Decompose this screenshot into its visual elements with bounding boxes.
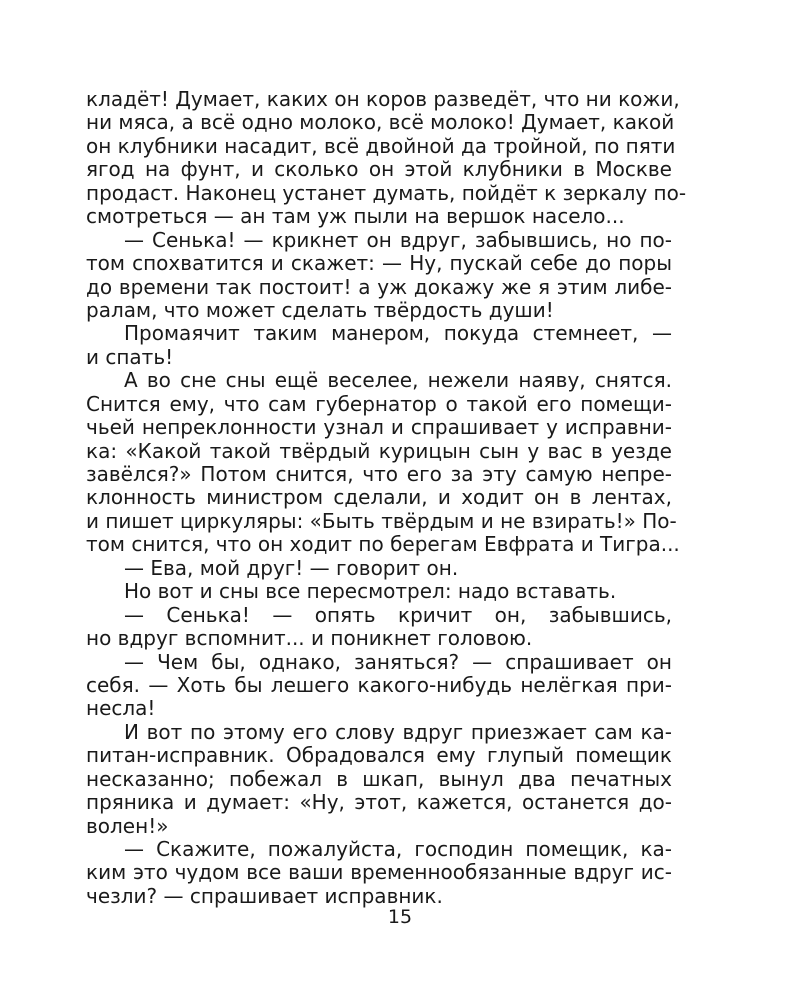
text-line: продаст. Наконец устанет думать, пойдёт к зеркалу по- (86, 180, 687, 205)
text-line: и пишет циркуляры: «Быть твёрдым и не взирать!» По- (86, 508, 677, 533)
text-line: клонность министром сделали, и ходит он в лентах, (86, 485, 672, 510)
text-line: несла! (86, 696, 156, 721)
text-line: себя. — Хоть бы лешего какого-нибудь нелёгкая при- (86, 672, 672, 697)
page-number: 15 (387, 906, 413, 928)
text-line: пряника и думает: «Ну, этот, кажется, останется до- (86, 790, 672, 815)
text-line: чезли? — спрашивает исправник. (86, 883, 443, 908)
text-line: завёлся?» Потом снится, что его за эту самую непре- (86, 462, 672, 486)
text-line: А во сне сны ещё веселее, нежели наяву, снятся. (124, 368, 672, 393)
text-line: питан-исправник. Обрадовался ему глупый помещик (86, 743, 672, 768)
text-line: ни мяса, а всё одно молоко, всё молоко! Думает, какой (86, 110, 675, 135)
text-line: Промаячит таким манером, покуда стемнеет, — (124, 321, 672, 346)
text-line: он клубники насадит, всё двойной да тройной, по пяти (86, 133, 676, 158)
body-text (86, 87, 687, 908)
text-line: волен!» (86, 813, 169, 838)
text-line: до времени так постоит! а уж докажу же я этим либе- (86, 274, 672, 299)
text-line: том спохватится и скажет: — Ну, пускай себе до поры (86, 251, 672, 276)
text-line: ка: «Какой такой твёрдый курицын сын у вас в уезде (86, 438, 672, 463)
text-line: ягод на фунт, и сколько он этой клубники в Москве (86, 157, 672, 182)
text-line: ким это чудом все ваши временнообязанные вдруг ис- (86, 860, 672, 885)
text-line: смотреться — ан там уж пыли на вершок насело... (86, 204, 625, 229)
text-line: чьей непреклонности узнал и спрашивает у исправни- (86, 415, 672, 440)
text-line: И вот по этому его слову вдруг приезжает сам ка- (124, 719, 672, 744)
text-line: ралам, что может сделать твёрдость души! (86, 297, 554, 322)
text-line: — Чем бы, однако, заняться? — спрашивает он (124, 649, 672, 674)
text-line: несказанно; побежал в шкап, вынул два печатных (86, 766, 672, 791)
text-line: — Сенька! — крикнет он вдруг, забывшись, но по- (124, 227, 672, 252)
text-line: и спать! (86, 344, 174, 369)
text-line: кладёт! Думает, каких он коров разведёт, что ни кожи, (86, 87, 680, 111)
text-line: — Ева, мой друг! — говорит он. (124, 555, 459, 580)
text-line: том снится, что он ходит по берегам Евфрата и Тигра... (86, 532, 680, 557)
text-line: но вдруг вспомнит... и поникнет головою. (86, 626, 533, 651)
text-line: — Скажите, пожалуйста, господин помещик, ка- (124, 837, 672, 861)
text-line: — Сенька! — опять кричит он, забывшись, (124, 602, 672, 627)
text-line: Снится ему, что сам губернатор о такой его помещи- (86, 391, 672, 416)
text-line: Но вот и сны все пересмотрел: надо вставать. (124, 579, 617, 604)
